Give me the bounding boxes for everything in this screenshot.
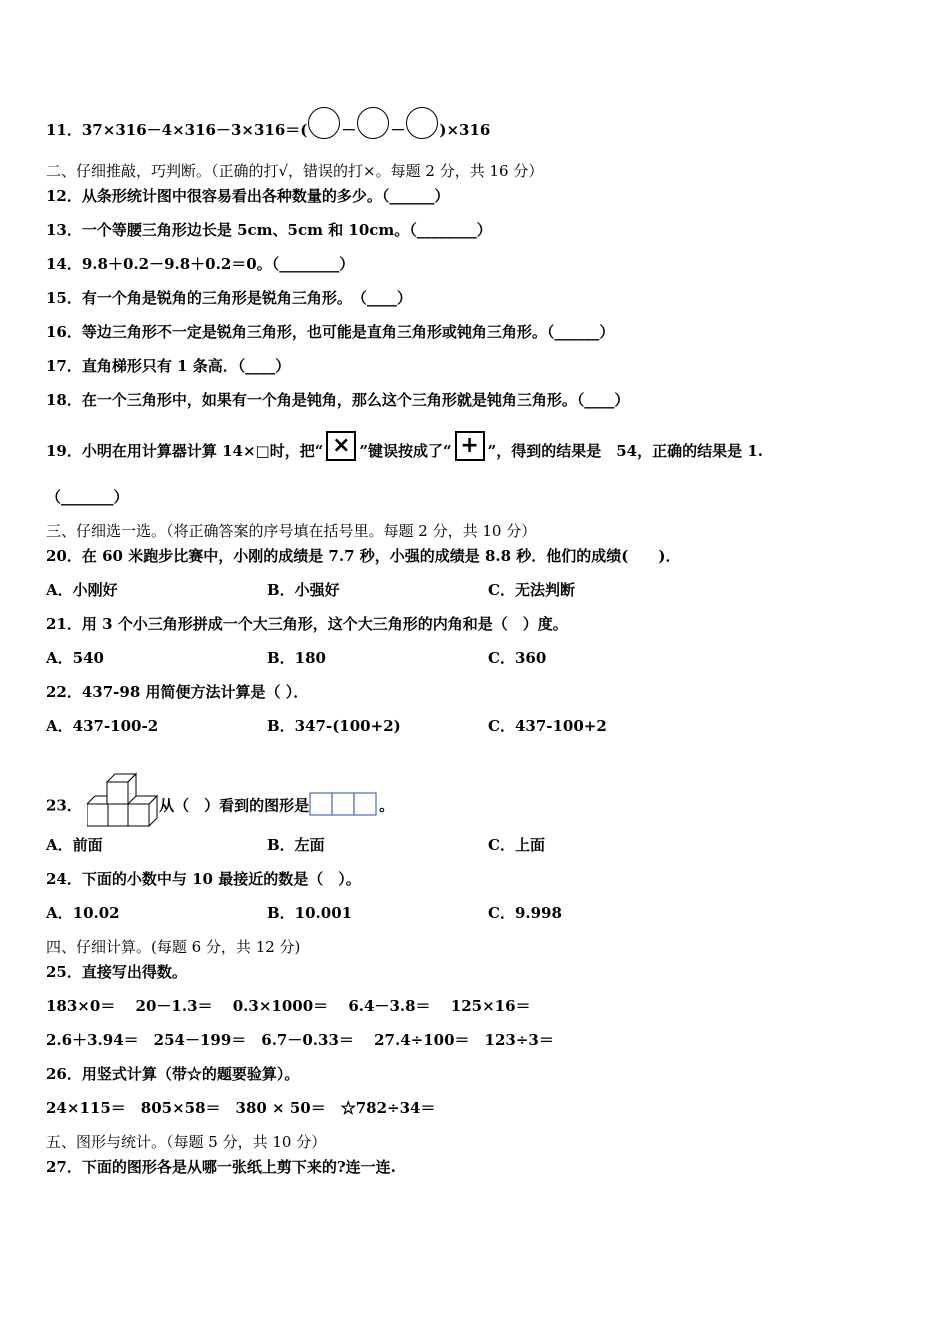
q25-row-2: 2.6＋3.94＝ 254－199＝ 6.7－0.33＝ 27.4÷100＝ 123÷3＝: [46, 1031, 554, 1049]
q24-option-a[interactable]: A．10.02: [46, 904, 120, 922]
q23-number: 23．: [46, 796, 82, 815]
q20-option-c[interactable]: C．无法判断: [488, 581, 575, 599]
q21-option-a[interactable]: A．540: [46, 649, 104, 667]
q26-row: 24×115＝ 805×58＝ 380 × 50＝ ☆782÷34＝: [46, 1099, 436, 1117]
question-13: 13．一个等腰三角形边长是 5cm、5cm 和 10cm。（________）: [46, 221, 492, 239]
answer-circle[interactable]: [357, 107, 389, 139]
q22-option-c[interactable]: C．437-100+2: [488, 717, 607, 735]
three-square-view-icon: [309, 792, 379, 821]
question-19: [46, 433, 763, 467]
q11-expr-end: )×316: [439, 121, 491, 139]
question-23: [46, 776, 394, 837]
q24-option-c[interactable]: C．9.998: [488, 904, 562, 922]
q25-row-1: 183×0＝ 20－1.3＝ 0.3×1000＝ 6.4－3.8＝ 125×16＝: [46, 997, 531, 1015]
question-27: 27．下面的图形各是从哪一张纸上剪下来的?连一连.: [46, 1158, 396, 1176]
question-14: 14．9.8＋0.2－9.8＋0.2＝0。（________）: [46, 255, 355, 273]
question-25: 25．直接写出得数。: [46, 963, 187, 981]
q23-text: 从（ ）看到的图形是: [159, 796, 310, 815]
answer-circle[interactable]: [406, 107, 438, 139]
q24-option-b[interactable]: B．10.001: [267, 904, 353, 922]
question-15: 15．有一个角是锐角的三角形是锐角三角形。 （____）: [46, 289, 412, 307]
plus-key-icon: +: [455, 431, 485, 461]
question-11: [46, 115, 490, 147]
q19-text: ”键误按成了“: [359, 442, 452, 460]
q19-blank: （_______）: [46, 488, 129, 506]
question-22: 22．437-98 用简便方法计算是（ ）．: [46, 683, 309, 701]
q21-option-c[interactable]: C．360: [488, 649, 547, 667]
question-18: 18．在一个三角形中，如果有一个角是钝角，那么这个三角形就是钝角三角形。（____）: [46, 391, 630, 409]
answer-circle[interactable]: [308, 107, 340, 139]
q20-option-b[interactable]: B．小强好: [267, 581, 340, 599]
q19-text: ”，得到的结果是 54，正确的结果是 1.: [487, 442, 763, 460]
q23-option-a[interactable]: A．前面: [46, 836, 103, 854]
question-24: 24．下面的小数中与 10 最接近的数是（ ）。: [46, 870, 361, 888]
section-2-title: 二、仔细推敲，巧判断。（正确的打√，错误的打×。每题 2 分，共 16 分）: [46, 162, 544, 180]
q23-option-c[interactable]: C．上面: [488, 836, 545, 854]
q19-text: 19．小明在用计算器计算 14×□时，把“: [46, 442, 324, 460]
q22-option-b[interactable]: B．347-(100+2): [267, 717, 401, 735]
section-3-title: 三、仔细选一选。（将正确答案的序号填在括号里。每题 2 分，共 10 分）: [46, 522, 537, 540]
q22-option-a[interactable]: A．437-100-2: [46, 717, 159, 735]
minus-sign: －: [390, 121, 406, 139]
q23-option-b[interactable]: B．左面: [267, 836, 325, 854]
question-17: 17．直角梯形只有 1 条高．（____）: [46, 357, 291, 375]
section-4-title: 四、仔细计算。(每题 6 分，共 12 分): [46, 938, 301, 956]
minus-sign: －: [341, 121, 357, 139]
q23-text: 。: [379, 796, 395, 815]
q11-expr-start: 37×316－4×316－3×316＝(: [81, 121, 308, 139]
cube-stack-icon: [87, 772, 159, 833]
q11-number: 11．: [46, 121, 82, 139]
question-16: 16．等边三角形不一定是锐角三角形，也可能是直角三角形或钝角三角形。（______）: [46, 323, 615, 341]
q20-option-a[interactable]: A．小刚好: [46, 581, 118, 599]
question-12: 12．从条形统计图中很容易看出各种数量的多少。（______）: [46, 187, 450, 205]
section-5-title: 五、图形与统计。（每题 5 分，共 10 分）: [46, 1133, 327, 1151]
question-26: 26．用竖式计算（带☆的题要验算）。: [46, 1065, 300, 1083]
multiply-key-icon: ×: [326, 431, 356, 461]
question-20: 20．在 60 米跑步比赛中，小刚的成绩是 7.7 秒，小强的成绩是 8.8 秒．他们的成绩( )．: [46, 547, 681, 565]
q21-option-b[interactable]: B．180: [267, 649, 326, 667]
question-21: 21．用 3 个小三角形拼成一个大三角形，这个大三角形的内角和是（ ）度。: [46, 615, 568, 633]
